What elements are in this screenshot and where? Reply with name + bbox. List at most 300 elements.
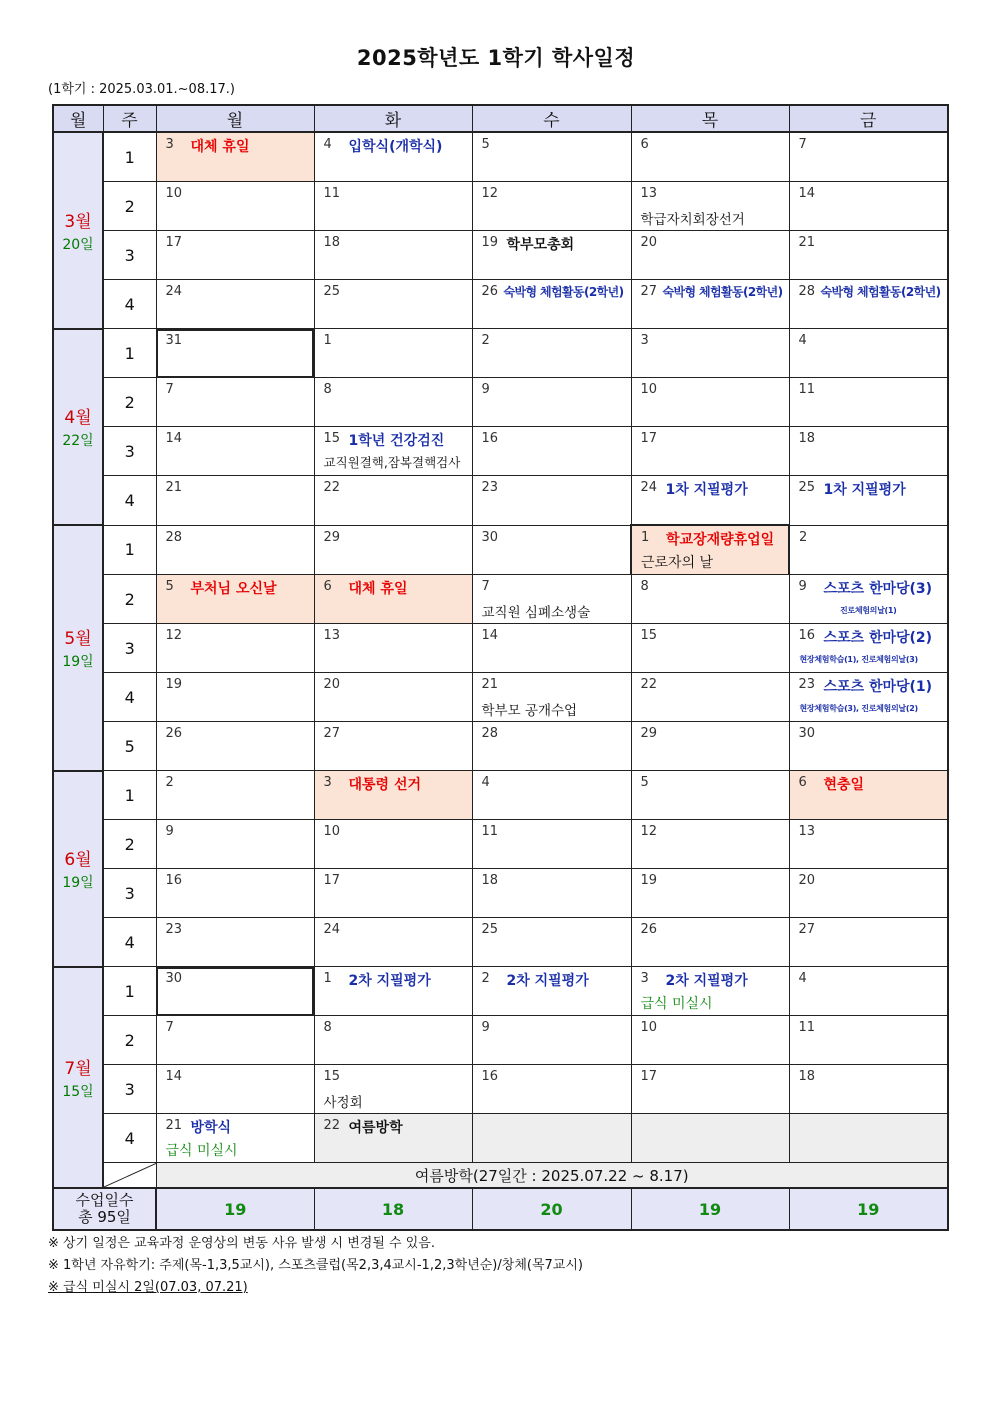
- event-label: 입학식(개학식): [348, 139, 443, 155]
- day-cell: [789, 771, 948, 820]
- holiday-label: 부처님 오신날: [190, 581, 277, 597]
- event-note: 학부모 공개수업: [481, 703, 578, 719]
- day-cell: [156, 427, 314, 476]
- day-cell: [789, 624, 948, 673]
- day-number: 30: [798, 726, 816, 741]
- day-number: 21: [798, 235, 816, 250]
- event-label: 1차 지필평가: [665, 482, 748, 498]
- holiday-label: 현충일: [823, 777, 865, 793]
- day-number: 22: [640, 677, 658, 692]
- day-number: 14: [165, 431, 183, 446]
- day-number: 6: [798, 775, 807, 790]
- day-number: 7: [165, 1020, 174, 1035]
- day-cell: [789, 918, 948, 967]
- day-number: 1: [323, 333, 332, 348]
- day-cell: [789, 722, 948, 771]
- event-label: 스포츠 한마당(3): [823, 581, 933, 597]
- day-number: 8: [640, 579, 649, 594]
- day-number: 17: [640, 1069, 658, 1084]
- day-number: 10: [640, 382, 658, 397]
- day-number: 18: [323, 235, 341, 250]
- day-number: 7: [798, 137, 807, 152]
- calendar-header-row: [53, 105, 948, 132]
- event-note: 학급자치회장선거: [640, 212, 745, 228]
- day-cell: [789, 476, 948, 526]
- day-cell: [156, 231, 314, 280]
- month-march: [53, 132, 103, 329]
- day-number: 28: [165, 529, 183, 545]
- week-number: 1: [103, 132, 156, 182]
- day-number: 13: [323, 628, 341, 643]
- day-cell: [314, 182, 472, 231]
- week-number: 5: [103, 722, 156, 771]
- week-number: 3: [103, 427, 156, 476]
- day-cell: [314, 280, 472, 329]
- week-number: 4: [103, 1114, 156, 1163]
- day-number: 29: [640, 726, 658, 741]
- week-number: 4: [103, 280, 156, 329]
- day-number: 10: [165, 186, 183, 201]
- day-number: 11: [481, 824, 499, 839]
- day-cell: [156, 1114, 314, 1163]
- day-number: 7: [481, 579, 490, 594]
- day-number: 26: [165, 726, 183, 741]
- day-cell: [314, 1065, 472, 1114]
- day-number: 17: [165, 235, 183, 250]
- day-number: 12: [481, 186, 499, 201]
- total-fri: 19: [789, 1188, 948, 1230]
- day-number: 11: [798, 382, 816, 397]
- header-week: 주: [103, 105, 156, 132]
- day-cell: [314, 624, 472, 673]
- day-number: 2: [481, 333, 490, 348]
- month-name: 4월: [64, 408, 92, 429]
- day-number: 25: [323, 284, 341, 299]
- day-cell: [156, 918, 314, 967]
- day-number: 16: [481, 1069, 499, 1084]
- day-number: 3: [640, 333, 649, 348]
- month-july: [53, 967, 103, 1189]
- day-number: 18: [798, 1069, 816, 1084]
- event-note: 현장체험학습(1), 진로체험의날(3): [799, 655, 918, 664]
- event-label: 스포츠 한마당(1): [823, 679, 933, 695]
- day-cell: [789, 378, 948, 427]
- day-number: 20: [640, 235, 658, 250]
- month-school-days: 20일: [62, 236, 94, 253]
- week-number: 1: [103, 329, 156, 378]
- day-number: 14: [481, 628, 499, 643]
- event-note: 교직원결핵,잠복결핵검사: [323, 455, 461, 470]
- day-cell: [789, 231, 948, 280]
- day-cell: [631, 771, 789, 820]
- day-number: 21: [165, 1118, 183, 1133]
- day-cell: [631, 967, 789, 1016]
- week-number: 1: [103, 967, 156, 1016]
- day-cell: [789, 525, 948, 575]
- total-label-line1: 수업일수: [75, 1191, 134, 1209]
- event-note: 진로체험의날(1): [839, 606, 897, 615]
- header-month: 월: [53, 105, 103, 132]
- day-cell: [631, 427, 789, 476]
- day-cell: [631, 329, 789, 378]
- day-number: 5: [165, 579, 174, 594]
- day-cell: [789, 182, 948, 231]
- day-cell: [156, 624, 314, 673]
- total-mon: 19: [156, 1188, 314, 1230]
- event-note: 급식 미실시: [640, 996, 713, 1012]
- day-cell: [156, 132, 314, 182]
- day-number: 16: [798, 628, 816, 643]
- day-number: 15: [323, 431, 341, 446]
- day-number: 4: [481, 775, 490, 790]
- day-cell: [631, 575, 789, 624]
- month-school-days: 19일: [62, 875, 94, 891]
- day-number: 22: [323, 480, 341, 495]
- week-number: 3: [103, 1065, 156, 1114]
- diagonal-cell: [103, 1163, 156, 1189]
- day-cell: [472, 231, 631, 280]
- week-number: 3: [103, 231, 156, 280]
- day-number: 12: [640, 824, 658, 839]
- event-label: 스포츠 한마당(2): [823, 630, 933, 646]
- day-cell: [631, 1016, 789, 1065]
- day-number: 17: [640, 431, 658, 446]
- day-cell: [156, 722, 314, 771]
- day-number: 8: [323, 382, 332, 397]
- day-number: 20: [323, 677, 341, 692]
- day-cell: [472, 673, 631, 722]
- day-cell: [156, 967, 314, 1016]
- week-number: 1: [103, 771, 156, 820]
- total-tue: 18: [314, 1188, 472, 1230]
- day-number: 14: [165, 1069, 183, 1084]
- day-cell: [314, 771, 472, 820]
- day-number: 24: [640, 480, 658, 495]
- day-number: 9: [798, 579, 807, 594]
- day-cell: [789, 280, 948, 329]
- day-number: 9: [165, 824, 174, 839]
- day-cell: [156, 378, 314, 427]
- day-number: 18: [481, 873, 499, 888]
- day-cell: [156, 575, 314, 624]
- header-thu: 목: [631, 105, 789, 132]
- header-mon: 월: [156, 105, 314, 132]
- diagonal-line: [104, 1163, 157, 1187]
- day-cell: [156, 673, 314, 722]
- event-note: 급식 미실시: [165, 1143, 238, 1159]
- day-number: 1: [323, 971, 332, 986]
- event-note: 근로자의 날: [641, 555, 714, 571]
- day-cell: [156, 771, 314, 820]
- day-cell: [631, 624, 789, 673]
- day-cell: [789, 132, 948, 182]
- event-label: 숙박형 체험활동(2학년): [820, 285, 941, 299]
- total-label-line2: 총 95일: [78, 1208, 131, 1226]
- day-number: 10: [640, 1020, 658, 1035]
- day-number: 17: [323, 873, 341, 888]
- day-number: 6: [323, 579, 332, 594]
- total-school-days-label: [53, 1188, 156, 1230]
- day-number: 15: [323, 1069, 341, 1084]
- day-number: 28: [481, 726, 499, 741]
- day-cell: [472, 918, 631, 967]
- day-cell: [631, 525, 789, 575]
- day-cell: [789, 869, 948, 918]
- event-label: 1학년 건강검진: [348, 433, 445, 449]
- holiday-label: 대체 휴일: [348, 581, 408, 597]
- day-number: 30: [481, 529, 499, 545]
- event-label: 2차 지필평가: [506, 973, 589, 989]
- day-number: 18: [798, 431, 816, 446]
- day-number: 13: [798, 824, 816, 839]
- day-number: 13: [640, 186, 658, 201]
- day-number: 3: [165, 137, 174, 152]
- month-school-days: 19일: [62, 654, 94, 671]
- month-name: 5월: [64, 629, 92, 650]
- day-number: 27: [798, 922, 816, 937]
- day-cell: [631, 280, 789, 329]
- week-number: 4: [103, 476, 156, 526]
- day-cell: [314, 378, 472, 427]
- day-cell: [789, 575, 948, 624]
- day-cell: [156, 476, 314, 526]
- month-name: 6월: [64, 850, 92, 870]
- footnote-item: ※ 급식 미실시 2일(07.03, 07.21): [48, 1280, 248, 1295]
- event-label: 여름방학: [348, 1120, 403, 1136]
- day-cell: [631, 918, 789, 967]
- day-cell: [472, 820, 631, 869]
- month-name: 3월: [64, 211, 92, 232]
- day-number: 9: [481, 382, 490, 397]
- day-cell: [789, 329, 948, 378]
- day-cell: [472, 575, 631, 624]
- day-cell: [472, 182, 631, 231]
- day-cell: [314, 820, 472, 869]
- week-number: 4: [103, 918, 156, 967]
- day-cell: [631, 820, 789, 869]
- day-number: 30: [165, 971, 183, 986]
- day-cell: [472, 967, 631, 1016]
- day-cell: [472, 132, 631, 182]
- day-cell: [156, 525, 314, 575]
- week-number: 2: [103, 820, 156, 869]
- day-cell: [631, 1114, 789, 1163]
- page-title: 2025학년도 1학기 학사일정: [356, 46, 636, 70]
- event-label: 방학식: [190, 1120, 232, 1136]
- day-number: 16: [165, 873, 183, 888]
- day-number: 9: [481, 1020, 490, 1035]
- week-number: 2: [103, 182, 156, 231]
- day-cell: [472, 378, 631, 427]
- day-cell: [314, 132, 472, 182]
- day-cell: [156, 280, 314, 329]
- day-cell: [472, 329, 631, 378]
- day-cell: [789, 967, 948, 1016]
- event-label: 학부모총회: [506, 237, 575, 253]
- holiday-label: 학교장재량휴업일: [666, 532, 775, 548]
- day-number: 21: [165, 480, 183, 495]
- day-cell: [631, 231, 789, 280]
- day-number: 26: [481, 284, 499, 299]
- month-school-days: 22일: [62, 433, 94, 450]
- day-number: 4: [798, 971, 807, 986]
- day-number: 4: [323, 137, 332, 152]
- week-number: 3: [103, 624, 156, 673]
- day-number: 10: [323, 824, 341, 839]
- week-number: 2: [103, 575, 156, 624]
- day-cell: [631, 476, 789, 526]
- day-number: 7: [165, 382, 174, 397]
- month-june: [53, 771, 103, 967]
- day-cell: [314, 231, 472, 280]
- day-cell: [472, 869, 631, 918]
- summer-vacation-banner: 여름방학(27일간 : 2025.07.22 ~ 8.17): [156, 1163, 948, 1189]
- week-number: 2: [103, 1016, 156, 1065]
- day-cell: [789, 1065, 948, 1114]
- day-number: 6: [640, 137, 649, 152]
- week-number: 2: [103, 378, 156, 427]
- event-label: 1차 지필평가: [823, 482, 906, 498]
- day-number: 2: [165, 775, 174, 790]
- footnotes: [48, 1233, 583, 1299]
- day-number: 19: [165, 677, 183, 692]
- day-number: 23: [481, 480, 499, 495]
- day-number: 24: [165, 284, 183, 299]
- day-number: 2: [799, 529, 808, 545]
- day-cell: [472, 722, 631, 771]
- semester-period: (1학기 : 2025.03.01.~08.17.): [48, 82, 235, 97]
- day-number: 29: [323, 529, 341, 545]
- day-number: 4: [798, 333, 807, 348]
- day-cell: [314, 427, 472, 476]
- day-cell: [631, 1065, 789, 1114]
- day-cell: [789, 820, 948, 869]
- day-cell: [156, 820, 314, 869]
- header-wed: 수: [472, 105, 631, 132]
- day-cell: [472, 525, 631, 575]
- header-fri: 금: [789, 105, 948, 132]
- event-label: 숙박형 체험활동(2학년): [503, 285, 624, 299]
- day-number: 23: [798, 677, 816, 692]
- day-number: 15: [640, 628, 658, 643]
- day-number: 21: [481, 677, 499, 692]
- day-number: 11: [323, 186, 341, 201]
- day-cell: [789, 427, 948, 476]
- day-cell: [314, 722, 472, 771]
- day-number: 26: [640, 922, 658, 937]
- day-cell: [789, 1114, 948, 1163]
- day-cell: [314, 525, 472, 575]
- academic-calendar-table: [52, 104, 949, 1231]
- day-cell: [156, 182, 314, 231]
- month-name: 7월: [64, 1058, 92, 1079]
- day-number: 5: [481, 137, 490, 152]
- day-number: 25: [481, 922, 499, 937]
- day-number: 23: [165, 922, 183, 937]
- day-cell: [314, 476, 472, 526]
- day-number: 11: [798, 1020, 816, 1035]
- event-note: 교직원 심폐소생술: [481, 605, 591, 621]
- day-cell: [472, 427, 631, 476]
- week-number: 1: [103, 525, 156, 575]
- day-cell: [631, 869, 789, 918]
- day-number: 19: [481, 235, 499, 250]
- day-cell: [789, 673, 948, 722]
- day-cell: [156, 869, 314, 918]
- total-thu: 19: [631, 1188, 789, 1230]
- day-cell: [472, 1114, 631, 1163]
- day-cell: [789, 1016, 948, 1065]
- total-wed: 20: [472, 1188, 631, 1230]
- day-number: 25: [798, 480, 816, 495]
- day-number: 12: [165, 628, 183, 643]
- day-number: 16: [481, 431, 499, 446]
- day-cell: [314, 673, 472, 722]
- event-label: 2차 지필평가: [665, 973, 748, 989]
- day-cell: [314, 1114, 472, 1163]
- event-note: 사정회: [323, 1095, 363, 1111]
- day-number: 27: [640, 284, 658, 299]
- footnote-item: ※ 상기 일정은 교육과정 운영상의 변동 사유 발생 시 변경될 수 있음.: [48, 1236, 435, 1251]
- day-number: 19: [640, 873, 658, 888]
- header-tue: 화: [314, 105, 472, 132]
- day-cell: [631, 378, 789, 427]
- day-cell: [472, 771, 631, 820]
- day-cell: [314, 329, 472, 378]
- month-april: [53, 329, 103, 526]
- holiday-label: 대통령 선거: [348, 777, 421, 793]
- day-cell: [314, 1016, 472, 1065]
- day-cell: [314, 918, 472, 967]
- holiday-label: 대체 휴일: [190, 139, 250, 155]
- day-number: 27: [323, 726, 341, 741]
- day-number: 31: [165, 333, 183, 348]
- day-number: 3: [640, 971, 649, 986]
- day-cell: [631, 132, 789, 182]
- day-number: 2: [481, 971, 490, 986]
- day-cell: [472, 280, 631, 329]
- day-number: 24: [323, 922, 341, 937]
- day-cell: [631, 673, 789, 722]
- day-cell: [156, 1016, 314, 1065]
- day-cell: [472, 624, 631, 673]
- day-number: 20: [798, 873, 816, 888]
- week-number: 3: [103, 869, 156, 918]
- day-cell: [472, 476, 631, 526]
- day-cell: [472, 1065, 631, 1114]
- month-school-days: 15일: [62, 1083, 94, 1100]
- day-number: 8: [323, 1020, 332, 1035]
- day-cell: [314, 575, 472, 624]
- event-label: 숙박형 체험활동(2학년): [662, 285, 783, 299]
- day-number: 5: [640, 775, 649, 790]
- day-cell: [472, 1016, 631, 1065]
- day-cell: [156, 329, 314, 378]
- day-number: 3: [323, 775, 332, 790]
- day-number: 1: [641, 530, 650, 545]
- day-cell: [314, 869, 472, 918]
- event-note: 현장체험학습(3), 진로체험의날(2): [799, 704, 918, 713]
- day-number: 22: [323, 1118, 341, 1133]
- day-cell: [314, 967, 472, 1016]
- day-number: 14: [798, 186, 816, 201]
- month-may: [53, 525, 103, 771]
- footnote-item: ※ 1학년 자유학기: 주제(목-1,3,5교시), 스포츠클럽(목2,3,4교시-1,2,3학년순)/창체(목7교시): [48, 1258, 583, 1273]
- day-number: 28: [798, 284, 816, 299]
- day-cell: [631, 722, 789, 771]
- day-cell: [156, 1065, 314, 1114]
- week-number: 4: [103, 673, 156, 722]
